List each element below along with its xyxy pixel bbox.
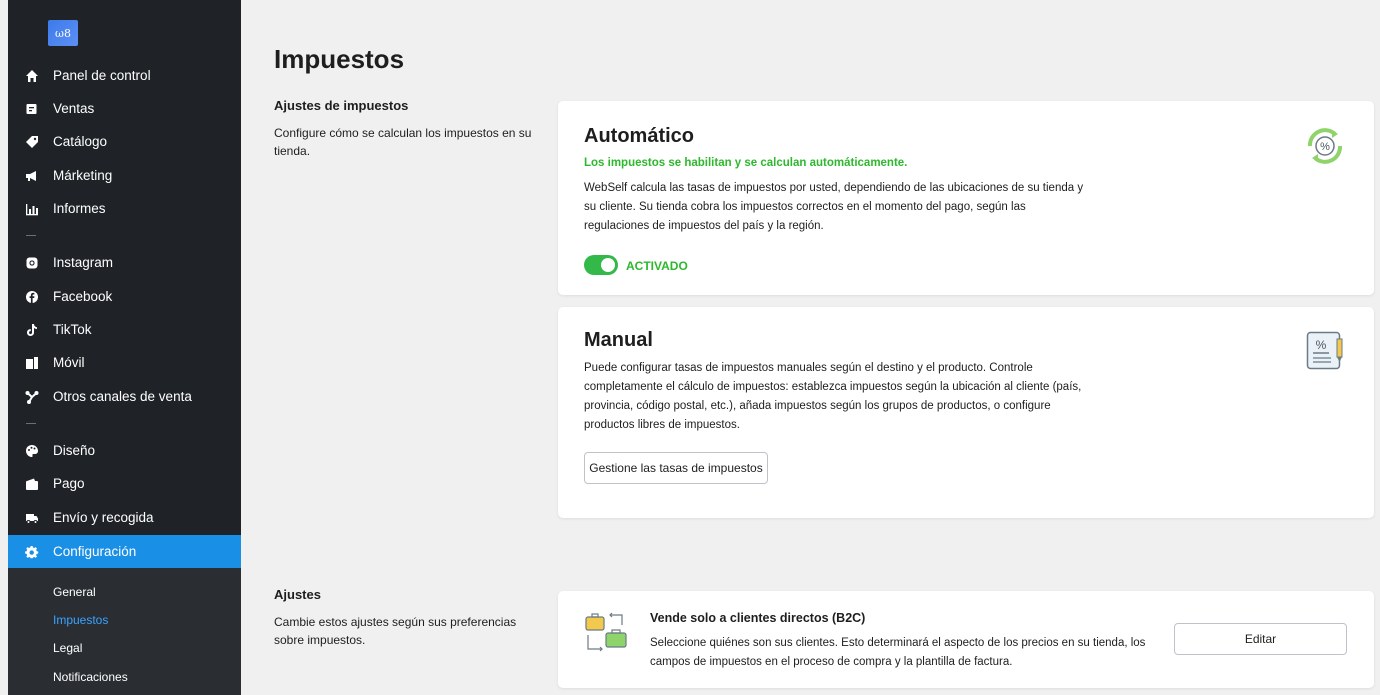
sidebar-item-label: Otros canales de venta bbox=[53, 389, 192, 404]
sidebar-item-label: Márketing bbox=[53, 168, 113, 183]
sidebar bbox=[8, 0, 241, 695]
sidebar-item-otros-canales[interactable] bbox=[8, 380, 241, 413]
sidebar-item-envio[interactable] bbox=[8, 501, 241, 534]
app-logo[interactable]: ω8 bbox=[48, 20, 78, 46]
sidebar-item-label: Catálogo bbox=[53, 134, 108, 149]
sidebar-item-label: TikTok bbox=[53, 322, 92, 337]
sidebar-item-label: Pago bbox=[53, 476, 85, 491]
palette-icon bbox=[25, 444, 39, 458]
sidebar-subitem-general[interactable]: General bbox=[53, 585, 96, 599]
sidebar-item-tiktok[interactable] bbox=[8, 313, 241, 346]
svg-text:%: % bbox=[1315, 338, 1327, 352]
chart-icon bbox=[25, 202, 39, 216]
sidebar-item-diseno[interactable] bbox=[8, 434, 241, 467]
automatic-status: Los impuestos se habilitan y se calculan automáticamente. bbox=[584, 157, 908, 169]
tiktok-icon bbox=[25, 323, 39, 337]
sidebar-item-informes[interactable] bbox=[8, 192, 241, 225]
sidebar-item-catalogo[interactable] bbox=[8, 125, 241, 158]
automatic-description: WebSelf calcula las tasas de impuestos por usted, dependiendo de las ubicaciones de su tienda y su cliente. Su tienda cobra los impuestos correctos en el momento del pago, según las regulaciones de impuestos del país y la región. bbox=[584, 182, 1084, 232]
facebook-icon bbox=[25, 290, 39, 304]
tax-settings-description: Configure cómo se calculan los impuestos en su tienda. bbox=[274, 126, 532, 158]
sidebar-item-label: Diseño bbox=[53, 443, 96, 458]
manual-title: Manual bbox=[584, 329, 653, 351]
sidebar-item-label: Ventas bbox=[53, 101, 95, 116]
sidebar-item-label: Informes bbox=[53, 201, 106, 216]
megaphone-icon bbox=[25, 169, 39, 183]
wallet-icon bbox=[25, 477, 39, 491]
sidebar-item-marketing[interactable] bbox=[8, 159, 241, 192]
page-title: Impuestos bbox=[274, 44, 405, 74]
sidebar-item-instagram[interactable] bbox=[8, 246, 241, 279]
toggle-status-label: ACTIVADO bbox=[626, 259, 688, 273]
settings-description: Cambie estos ajustes según sus preferencias sobre impuestos. bbox=[274, 615, 517, 647]
gear-icon bbox=[25, 545, 39, 559]
channels-icon bbox=[25, 390, 39, 404]
sidebar-item-label: Instagram bbox=[53, 255, 114, 270]
sidebar-divider bbox=[26, 235, 36, 236]
tag-icon bbox=[25, 135, 39, 149]
sidebar-item-movil[interactable] bbox=[8, 346, 241, 379]
instagram-icon bbox=[25, 256, 39, 270]
home-icon bbox=[25, 69, 39, 83]
sidebar-item-label: Facebook bbox=[53, 289, 113, 304]
sidebar-item-ventas[interactable] bbox=[8, 92, 241, 125]
sidebar-item-label: Panel de control bbox=[53, 68, 151, 83]
sidebar-item-label: Móvil bbox=[53, 355, 85, 370]
manage-tax-rates-button[interactable]: Gestione las tasas de impuestos bbox=[584, 452, 768, 484]
auto-tax-percent-icon bbox=[1302, 123, 1348, 174]
b2c-card bbox=[558, 591, 1374, 688]
sidebar-subitem-legal[interactable]: Legal bbox=[53, 641, 83, 655]
b2c-description: Seleccione quiénes son sus clientes. Esto determinará el aspecto de los precios en su tienda, los campos de impuestos en el proceso de compra y la plantilla de factura. bbox=[650, 637, 1146, 668]
sales-icon bbox=[25, 102, 39, 116]
manual-description: Puede configurar tasas de impuestos manuales según el destino y el producto. Controle completamente el cálculo de impuestos: establezca impuestos según la ubicación al cliente (país, provincia, código postal, etc.), añada impuestos según los grupos de productos, o configure productos libres de impuestos. bbox=[584, 362, 1082, 431]
sidebar-item-label: Configuración bbox=[53, 544, 137, 559]
sidebar-item-panel[interactable] bbox=[8, 59, 241, 92]
automatic-toggle[interactable] bbox=[584, 255, 618, 275]
b2c-briefcase-icon bbox=[584, 611, 628, 658]
sidebar-item-label: Envío y recogida bbox=[53, 510, 154, 525]
sidebar-divider bbox=[26, 423, 36, 424]
manual-tax-card bbox=[558, 307, 1374, 518]
sidebar-subitem-impuestos[interactable]: Impuestos bbox=[53, 613, 109, 627]
settings-label: Ajustes bbox=[274, 587, 321, 602]
automatic-tax-card bbox=[558, 101, 1374, 295]
svg-text:%: % bbox=[1320, 141, 1330, 153]
mobile-icon bbox=[25, 356, 39, 370]
edit-button[interactable]: Editar bbox=[1174, 623, 1347, 655]
tax-settings-label: Ajustes de impuestos bbox=[274, 98, 409, 113]
sidebar-subitem-notificaciones[interactable]: Notificaciones bbox=[53, 670, 128, 684]
sidebar-item-pago[interactable] bbox=[8, 467, 241, 500]
sidebar-item-facebook[interactable] bbox=[8, 280, 241, 313]
truck-icon bbox=[25, 511, 39, 525]
sidebar-item-configuracion[interactable] bbox=[8, 535, 241, 568]
automatic-title: Automático bbox=[584, 125, 694, 147]
b2c-title: Vende solo a clientes directos (B2C) bbox=[650, 611, 866, 625]
manual-tax-document-icon bbox=[1306, 331, 1346, 378]
